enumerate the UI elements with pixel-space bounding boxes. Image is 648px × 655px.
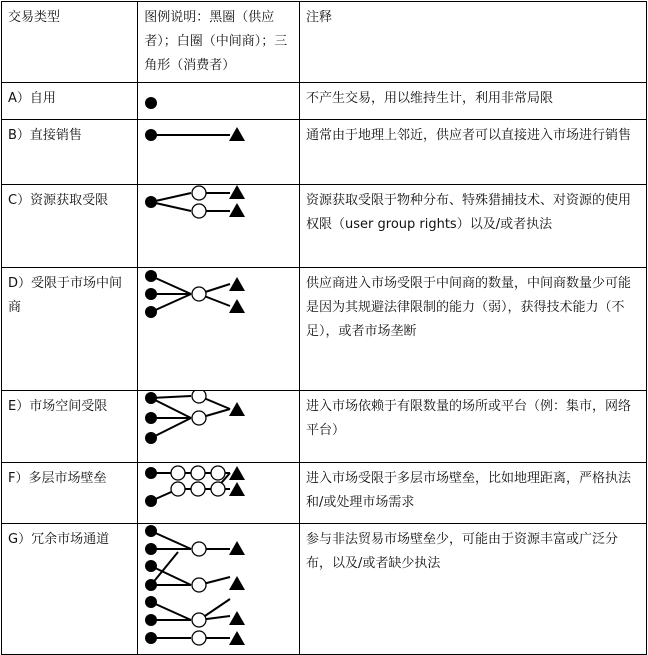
middleman-circle bbox=[211, 482, 225, 496]
row-type-a: A）自用 bbox=[2, 83, 138, 120]
table-row bbox=[2, 120, 647, 185]
diagram-self-use bbox=[138, 83, 300, 120]
middleman-circle bbox=[192, 613, 206, 627]
row-type-d: D）受限于市场中间商 bbox=[2, 268, 138, 391]
table-row bbox=[2, 185, 647, 268]
row-note-c: 资源获取受限于物种分布、特殊猎捕技术、对资源的使用权限（user group rights）以及/或者执法 bbox=[300, 185, 647, 268]
supplier-dot bbox=[145, 97, 157, 109]
row-note-a: 不产生交易，用以维持生计，利用非常局限 bbox=[300, 83, 647, 120]
supplier-dot bbox=[145, 288, 157, 300]
middleman-circle bbox=[192, 287, 206, 301]
diagram-multi-layer bbox=[138, 463, 300, 524]
supplier-dot bbox=[145, 596, 157, 608]
middleman-circle bbox=[191, 482, 205, 496]
middleman-circle bbox=[192, 542, 206, 556]
header-row bbox=[2, 2, 647, 83]
table-row bbox=[2, 83, 647, 120]
limited-space-diagram-svg bbox=[138, 391, 290, 462]
consumer-triangle bbox=[229, 277, 245, 291]
consumer-triangle bbox=[229, 203, 245, 217]
middleman-circle bbox=[192, 391, 206, 403]
consumer-triangle bbox=[229, 576, 245, 590]
consumer-triangle bbox=[229, 611, 245, 625]
row-type-e: E）市场空间受限 bbox=[2, 391, 138, 463]
row-type-c: C）资源获取受限 bbox=[2, 185, 138, 268]
diagram-limited-middlemen bbox=[138, 268, 300, 391]
consumer-triangle bbox=[229, 541, 245, 555]
row-type-f: F）多层市场壁垒 bbox=[2, 463, 138, 524]
table-row bbox=[2, 391, 647, 463]
supplier-dot bbox=[145, 579, 157, 591]
supplier-dot bbox=[145, 614, 157, 626]
supplier-dot bbox=[145, 525, 157, 537]
row-note-e: 进入市场依赖于有限数量的场所或平台（例：集市，网络平台） bbox=[300, 391, 647, 463]
consumer-triangle bbox=[229, 482, 245, 496]
supplier-dot bbox=[145, 432, 157, 444]
middleman-circle bbox=[192, 186, 206, 200]
diagram-redundant-channels bbox=[138, 524, 300, 655]
supplier-dot bbox=[145, 129, 157, 141]
consumer-triangle bbox=[229, 631, 245, 645]
supplier-dot bbox=[145, 632, 157, 644]
table-row bbox=[2, 524, 647, 655]
middleman-circle bbox=[171, 466, 185, 480]
middleman-circle bbox=[192, 204, 206, 218]
row-note-b: 通常由于地理上邻近，供应者可以直接进入市场进行销售 bbox=[300, 120, 647, 185]
consumer-triangle bbox=[229, 185, 245, 199]
redundant-channels-diagram-svg bbox=[138, 524, 290, 654]
supplier-dot bbox=[145, 392, 157, 404]
supplier-dot bbox=[145, 196, 157, 208]
diagram-restricted-access bbox=[138, 185, 300, 268]
header-note: 注释 bbox=[300, 2, 647, 83]
header-type: 交易类型 bbox=[2, 2, 138, 83]
header-legend: 图例说明：黑圈（供应者）；白圈（中间商）；三角形（消费者） bbox=[138, 2, 300, 83]
consumer-triangle bbox=[229, 127, 245, 141]
supplier-dot bbox=[145, 467, 157, 479]
row-type-g: G）冗余市场通道 bbox=[2, 524, 138, 655]
row-type-b: B）直接销售 bbox=[2, 120, 138, 185]
middleman-circle bbox=[192, 578, 206, 592]
middleman-circle bbox=[192, 411, 206, 425]
restricted-access-diagram-svg bbox=[138, 185, 290, 267]
trade-type-table bbox=[1, 1, 647, 655]
supplier-dot bbox=[145, 306, 157, 318]
row-note-f: 进入市场受限于多层市场壁垒，比如地理距离，严格执法和/或处理市场需求 bbox=[300, 463, 647, 524]
diagram-direct-sale bbox=[138, 120, 300, 185]
table-row bbox=[2, 268, 647, 391]
supplier-dot bbox=[145, 412, 157, 424]
middleman-circle bbox=[192, 631, 206, 645]
direct-sale-diagram-svg bbox=[138, 120, 290, 184]
supplier-dot bbox=[145, 543, 157, 555]
middleman-circle bbox=[171, 482, 185, 496]
row-note-g: 参与非法贸易市场壁垒少，可能由于资源丰富或广泛分布，以及/或者缺少执法 bbox=[300, 524, 647, 655]
supplier-dot bbox=[145, 495, 157, 507]
limited-middlemen-diagram-svg bbox=[138, 268, 290, 390]
supplier-dot bbox=[145, 560, 157, 572]
middleman-circle bbox=[191, 466, 205, 480]
diagram-limited-space bbox=[138, 391, 300, 463]
consumer-triangle bbox=[229, 402, 245, 416]
multi-layer-diagram-svg bbox=[138, 463, 290, 523]
self-use-diagram-svg bbox=[138, 83, 290, 119]
supplier-dot bbox=[145, 270, 157, 282]
row-note-d: 供应商进入市场受限于中间商的数量，中间商数量少可能是因为其规避法律限制的能力（弱），获得技术能力（不足），或者市场垄断 bbox=[300, 268, 647, 391]
consumer-triangle bbox=[229, 466, 245, 480]
middleman-circle bbox=[211, 466, 225, 480]
consumer-triangle bbox=[229, 299, 245, 313]
table-row bbox=[2, 463, 647, 524]
